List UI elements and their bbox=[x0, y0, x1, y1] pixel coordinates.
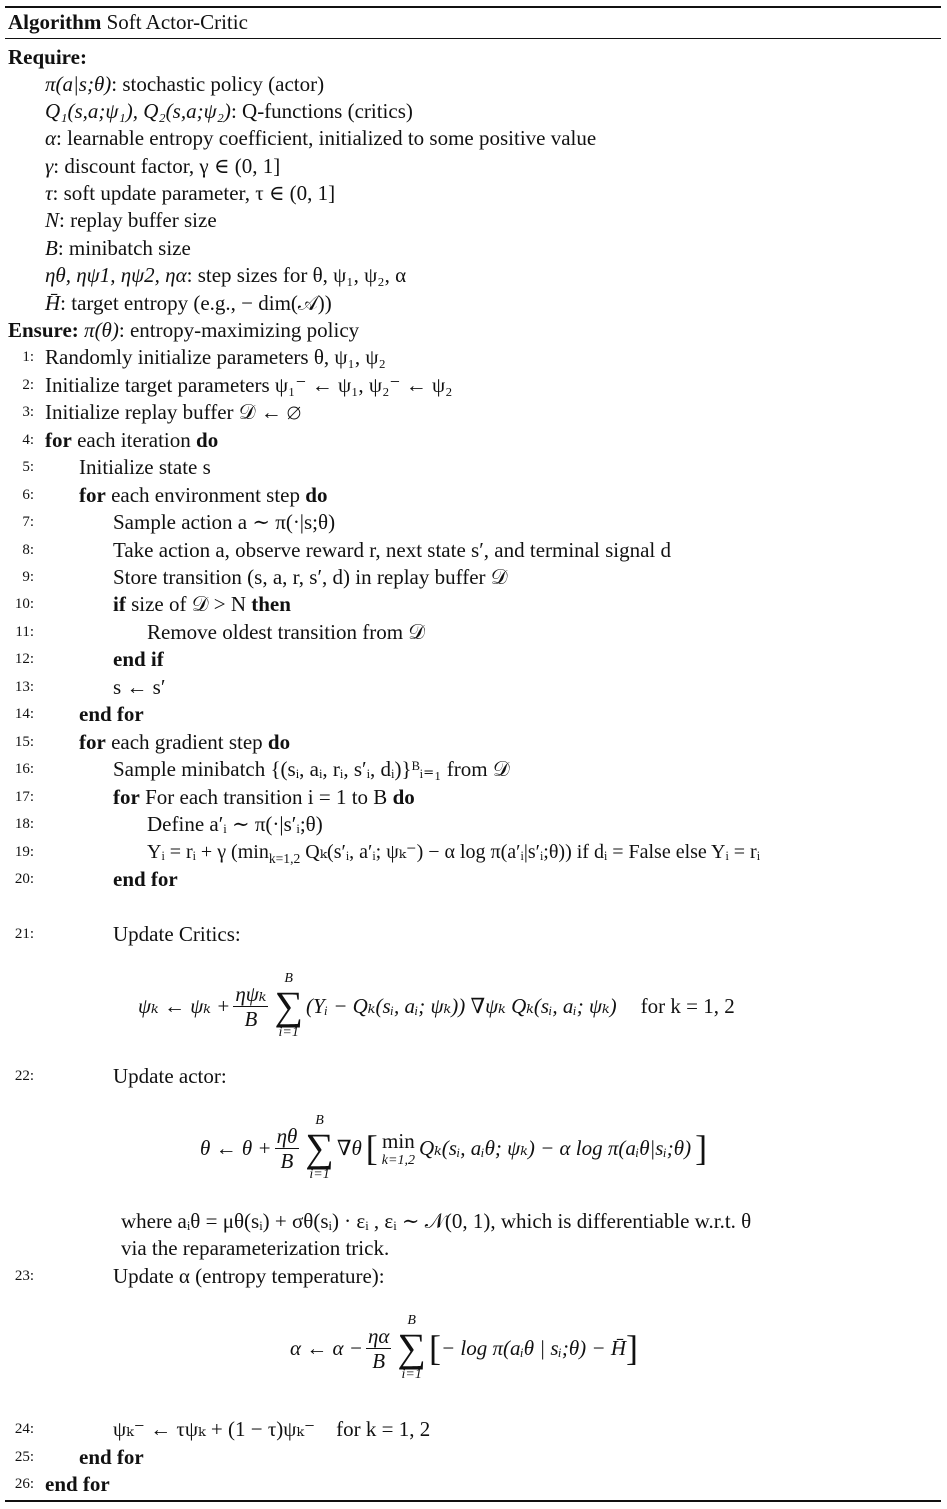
require-item bbox=[45, 290, 332, 316]
left-bracket-icon: [ bbox=[428, 1328, 441, 1368]
sigma-icon: ∑ bbox=[397, 1325, 426, 1370]
line-text: Update Critics: bbox=[113, 922, 241, 946]
ensure-line bbox=[8, 317, 359, 343]
line-text: Update α (entropy temperature): bbox=[113, 1264, 385, 1288]
keyword-end-for: end for bbox=[79, 702, 144, 726]
line-text: Randomly initialize parameters θ, ψ₁, ψ₂ bbox=[45, 345, 386, 369]
line-number: 17: bbox=[14, 789, 34, 805]
require-text: : soft update parameter, τ ∈ (0, 1] bbox=[52, 181, 336, 205]
alpha-update-equation bbox=[290, 1310, 638, 1386]
line-number: 11: bbox=[15, 624, 34, 640]
require-text: : target entropy (e.g., − dim(𝒜)) bbox=[60, 291, 332, 315]
require-text: : stochastic policy (actor) bbox=[111, 72, 325, 96]
ensure-text: : entropy-maximizing policy bbox=[118, 318, 360, 342]
line-number: 20: bbox=[14, 871, 34, 887]
line-number: 1: bbox=[22, 349, 34, 365]
min-operator bbox=[382, 1129, 415, 1168]
keyword-end-for: end for bbox=[113, 867, 178, 891]
min-subscript: k=1,2 bbox=[381, 1152, 415, 1168]
require-heading: Require: bbox=[8, 45, 87, 69]
line-number: 26: bbox=[14, 1476, 34, 1492]
sum-lower: i=1 bbox=[401, 1367, 422, 1382]
algorithm-name: Soft Actor-Critic bbox=[106, 10, 248, 34]
line-text: Sample minibatch {(sᵢ, aᵢ, rᵢ, s′ᵢ, dᵢ)}ᴮᵢ₌₁ from 𝒟 bbox=[113, 757, 510, 781]
eq-lhs: α ← α − bbox=[290, 1335, 363, 1360]
fraction-numerator: ηα bbox=[367, 1323, 390, 1348]
require-item bbox=[45, 98, 413, 124]
ensure-symbol: π(θ) bbox=[84, 318, 119, 342]
require-symbol: τ bbox=[45, 181, 53, 205]
keyword-do: do bbox=[392, 785, 415, 809]
line-text: ψₖ⁻ ← τψₖ + (1 − τ)ψₖ⁻ for k = 1, 2 bbox=[113, 1417, 431, 1441]
require-item bbox=[45, 153, 280, 179]
line-number: 24: bbox=[14, 1421, 34, 1437]
line-text: s ← s′ bbox=[113, 675, 166, 699]
keyword-if: if bbox=[113, 592, 126, 616]
right-bracket-icon: ] bbox=[626, 1328, 638, 1368]
line-number: 2: bbox=[22, 377, 34, 393]
require-item bbox=[45, 262, 406, 288]
line-text: Sample action a ∼ π(·|s;θ) bbox=[113, 510, 336, 534]
algorithm-label: Algorithm bbox=[8, 10, 102, 34]
require-symbol: B bbox=[45, 236, 58, 260]
fraction bbox=[233, 982, 268, 1031]
sigma-icon: ∑ bbox=[305, 1125, 334, 1170]
min-subscript: k=1,2 bbox=[268, 851, 301, 866]
require-symbol: ηθ, ηψ1, ηψ2, ηα bbox=[45, 263, 187, 287]
line-text: Yᵢ = rᵢ + γ (min bbox=[147, 841, 269, 863]
line-number: 10: bbox=[14, 596, 34, 612]
line-number: 14: bbox=[14, 706, 34, 722]
line-text: Initialize target parameters ψ₁⁻ ← ψ₁, ψ₂⁻ ← ψ₂ bbox=[45, 373, 453, 397]
algorithm-caption bbox=[8, 9, 248, 35]
eq-body: − log π(aᵢθ | sᵢ;θ) − H̄ bbox=[440, 1335, 626, 1360]
require-text: : Q-functions (critics) bbox=[230, 99, 413, 123]
keyword-for: for bbox=[79, 483, 106, 507]
sum-upper: B bbox=[284, 971, 293, 986]
sum-upper: B bbox=[315, 1113, 324, 1128]
summation bbox=[305, 1113, 334, 1183]
line-text: Define a′ᵢ ∼ π(·|s′ᵢ;θ) bbox=[147, 812, 323, 836]
actor-update-equation bbox=[200, 1110, 707, 1186]
summation bbox=[274, 971, 303, 1041]
require-text: : learnable entropy coefficient, initialized to some positive value bbox=[56, 126, 597, 150]
keyword-for: for bbox=[113, 785, 140, 809]
keyword-do: do bbox=[196, 428, 219, 452]
line-number: 12: bbox=[14, 651, 34, 667]
eq-body: (Yᵢ − Qₖ(sᵢ, aᵢ; ψₖ)) ∇ψₖ Qₖ(sᵢ, aᵢ; ψₖ) bbox=[305, 993, 617, 1018]
line-text: Take action a, observe reward r, next state s′, and terminal signal d bbox=[113, 538, 671, 562]
require-item bbox=[45, 71, 324, 97]
sum-lower: i=1 bbox=[278, 1025, 299, 1040]
fraction-denominator: B bbox=[280, 1148, 294, 1173]
require-item bbox=[45, 125, 596, 151]
line-text-cont: Qₖ(s′ᵢ, a′ᵢ; ψₖ⁻) − α log π(a′ᵢ|s′ᵢ;θ)) if dᵢ = False else Yᵢ = rᵢ bbox=[300, 841, 760, 863]
line-number: 3: bbox=[22, 404, 34, 420]
line-number: 21: bbox=[14, 926, 34, 942]
fraction-denominator: B bbox=[244, 1006, 258, 1031]
keyword-end-if: end if bbox=[113, 647, 164, 671]
line-number: 8: bbox=[22, 542, 34, 558]
require-symbol: α bbox=[45, 126, 57, 150]
line-number: 7: bbox=[22, 514, 34, 530]
line-text: Store transition (s, a, r, s′, d) in replay buffer 𝒟 bbox=[113, 565, 508, 589]
keyword-end-for: end for bbox=[79, 1445, 144, 1469]
line-number: 5: bbox=[22, 459, 34, 475]
keyword-for: for bbox=[79, 730, 106, 754]
line-text: Remove oldest transition from 𝒟 bbox=[147, 620, 426, 644]
line-number: 25: bbox=[14, 1449, 34, 1465]
eq-lhs: θ ← θ + bbox=[200, 1135, 272, 1160]
critic-update-equation bbox=[138, 968, 735, 1044]
fraction bbox=[275, 1124, 300, 1173]
keyword-do: do bbox=[267, 730, 291, 754]
keyword-then: then bbox=[251, 592, 291, 616]
eq-suffix: for k = 1, 2 bbox=[640, 993, 735, 1018]
line-number: 23: bbox=[14, 1268, 34, 1284]
gradient-operator: ∇θ bbox=[336, 1135, 362, 1160]
line-number: 19: bbox=[14, 844, 34, 860]
line-text: size of 𝒟 > N bbox=[131, 592, 246, 616]
require-symbol: γ bbox=[45, 154, 54, 178]
left-bracket-icon: [ bbox=[365, 1128, 378, 1168]
line-number: 15: bbox=[14, 734, 34, 750]
sum-lower: i=1 bbox=[309, 1167, 330, 1182]
require-item bbox=[45, 207, 217, 233]
eq-body: Qₖ(sᵢ, aᵢθ; ψₖ) − α log π(aᵢθ|sᵢ;θ) bbox=[418, 1135, 692, 1160]
reparam-note-line2: via the reparameterization trick. bbox=[121, 1236, 390, 1260]
keyword-for: for bbox=[45, 428, 72, 452]
line-number: 18: bbox=[14, 816, 34, 832]
line-text: For each transition i = 1 to B bbox=[145, 785, 388, 809]
require-item bbox=[45, 235, 191, 261]
line-number: 9: bbox=[22, 569, 34, 585]
fraction-denominator: B bbox=[372, 1348, 386, 1373]
fraction-numerator: ηθ bbox=[276, 1123, 298, 1148]
require-text: : discount factor, γ ∈ (0, 1] bbox=[53, 154, 281, 178]
sum-upper: B bbox=[407, 1313, 416, 1328]
line-text: each iteration bbox=[77, 428, 191, 452]
require-symbol: π(a|s;θ) bbox=[45, 72, 112, 96]
fraction bbox=[366, 1324, 391, 1373]
line-text: Initialize replay buffer 𝒟 ← ∅ bbox=[45, 400, 301, 424]
require-text: : step sizes for θ, ψ₁, ψ₂, α bbox=[186, 263, 407, 287]
bottom-rule bbox=[5, 1500, 941, 1502]
line-number: 4: bbox=[22, 432, 34, 448]
reparam-note-line1: where aᵢθ = μθ(sᵢ) + σθ(sᵢ) · εᵢ , εᵢ ∼ 𝒩(0, 1), which is differentiable w.r.t. θ bbox=[121, 1209, 752, 1233]
line-text: Update actor: bbox=[113, 1064, 227, 1088]
ensure-heading: Ensure: bbox=[8, 318, 79, 342]
require-symbol: H̄ bbox=[45, 291, 61, 315]
line-number: 16: bbox=[14, 761, 34, 777]
require-item bbox=[45, 180, 335, 206]
summation bbox=[397, 1313, 426, 1383]
right-bracket-icon: ] bbox=[695, 1128, 708, 1168]
require-symbol: Q₁(s,a;ψ₁), Q₂(s,a;ψ₂) bbox=[45, 99, 231, 123]
require-text: : replay buffer size bbox=[59, 208, 217, 232]
require-text: : minibatch size bbox=[57, 236, 191, 260]
keyword-do: do bbox=[305, 483, 328, 507]
top-rule bbox=[5, 6, 941, 8]
eq-lhs: ψₖ ← ψₖ + bbox=[138, 993, 231, 1018]
min-label: min bbox=[382, 1128, 415, 1153]
line-text: Initialize state s bbox=[79, 455, 211, 479]
sigma-icon: ∑ bbox=[274, 983, 303, 1028]
caption-rule bbox=[5, 38, 941, 39]
line-number: 6: bbox=[22, 487, 34, 503]
line-number: 22: bbox=[14, 1068, 34, 1084]
keyword-end-for: end for bbox=[45, 1472, 110, 1496]
line-text: each environment step bbox=[111, 483, 301, 507]
line-text: each gradient step bbox=[111, 730, 263, 754]
require-symbol: N bbox=[45, 208, 60, 232]
line-number: 13: bbox=[14, 679, 34, 695]
fraction-numerator: ηψₖ bbox=[235, 981, 267, 1006]
